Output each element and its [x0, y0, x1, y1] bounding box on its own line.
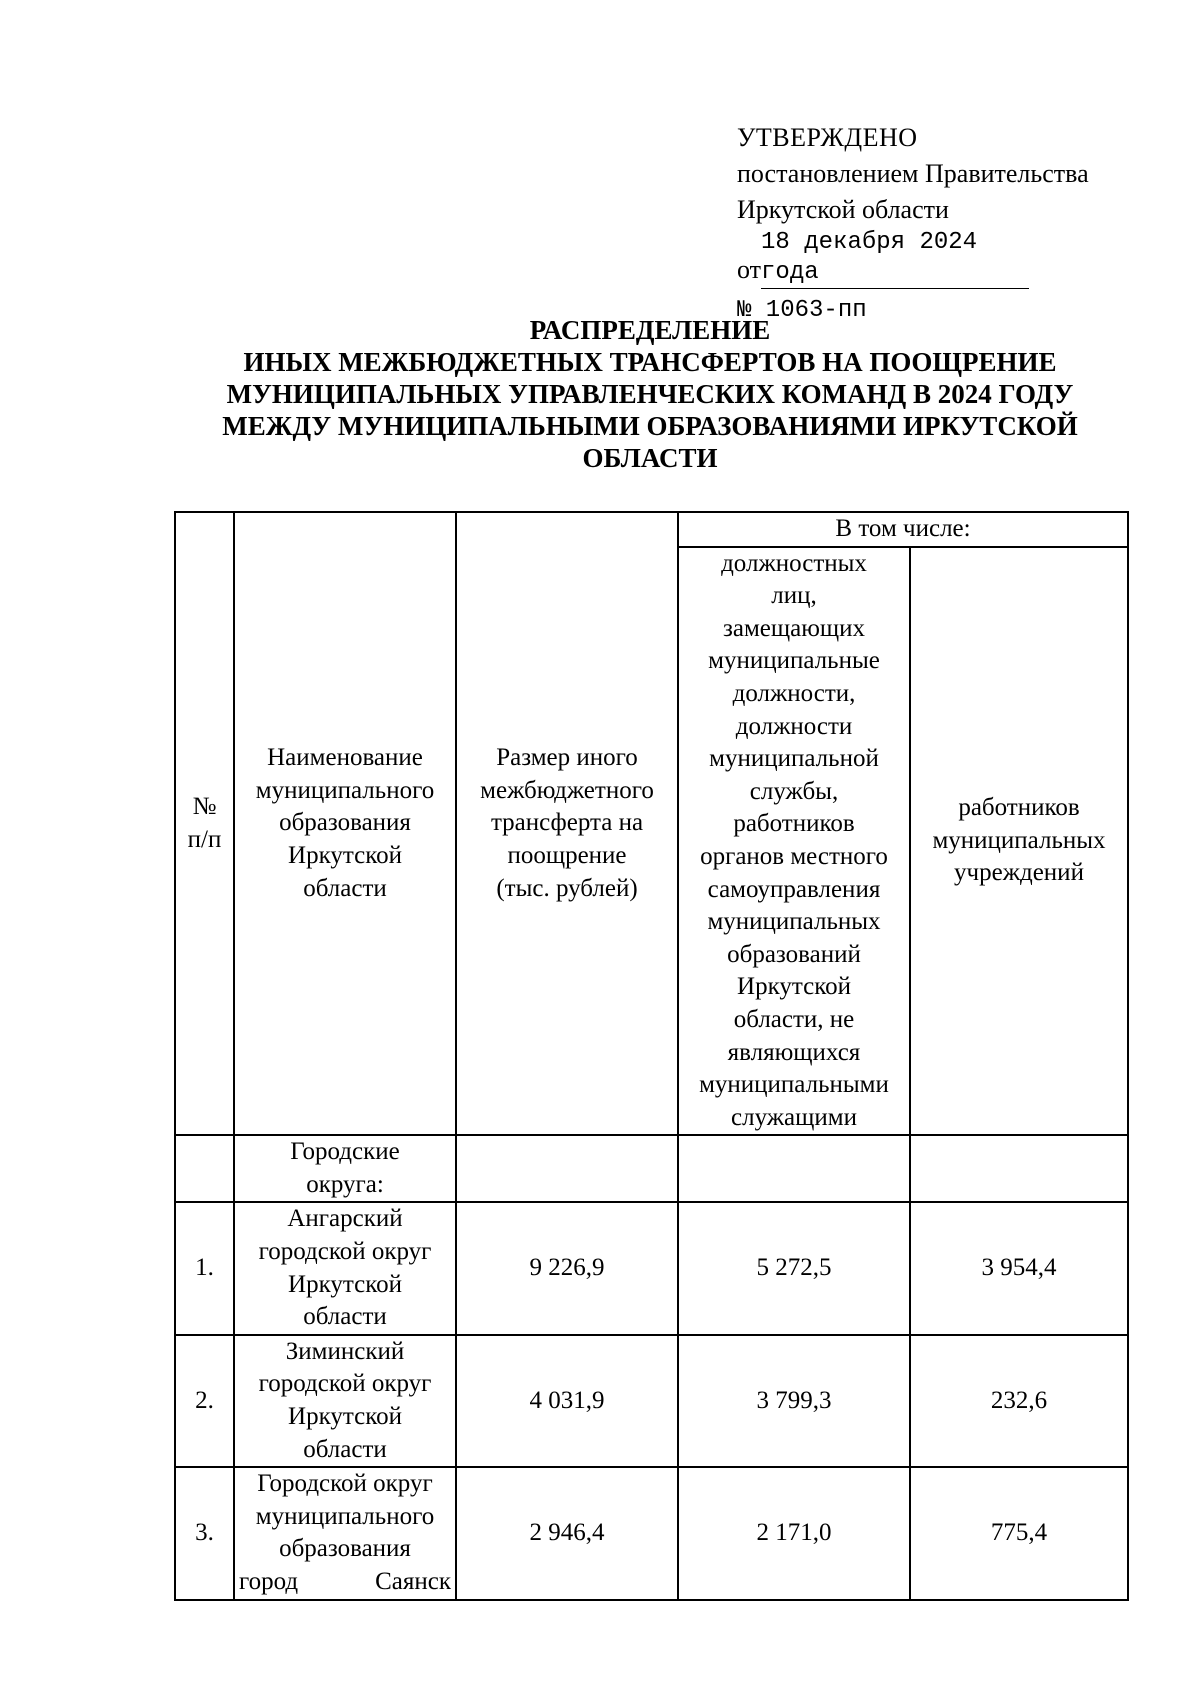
- table-row: [175, 1335, 1128, 1467]
- row-institutions: 3 954,4: [910, 1202, 1128, 1334]
- header-num: № п/п: [175, 512, 234, 1135]
- row-num: 2.: [175, 1335, 234, 1467]
- approval-line: постановлением Правительства: [737, 159, 1089, 188]
- approval-stamp: [737, 120, 1089, 329]
- section-row: [175, 1135, 1128, 1202]
- approval-heading: УТВЕРЖДЕНО: [737, 123, 918, 152]
- approval-date-prefix: от: [737, 255, 762, 284]
- distribution-table: [174, 511, 1129, 1601]
- title-line: ОБЛАСТИ: [582, 443, 718, 473]
- row-officials: 3 799,3: [678, 1335, 910, 1467]
- header-name: Наименование муниципального образования Иркутской области: [234, 512, 456, 1135]
- document-title: [170, 314, 1130, 474]
- row-officials: 5 272,5: [678, 1202, 910, 1334]
- approval-date-line: [737, 228, 1089, 289]
- section-label: Городские округа:: [234, 1135, 456, 1202]
- row-name-last-line: город Саянск: [239, 1568, 451, 1595]
- row-institutions: 775,4: [910, 1467, 1128, 1599]
- row-amount: 4 031,9: [456, 1335, 678, 1467]
- header-row: [175, 512, 1128, 547]
- row-num: 3.: [175, 1467, 234, 1599]
- row-amount: 9 226,9: [456, 1202, 678, 1334]
- header-including: В том числе:: [678, 512, 1128, 547]
- row-num: 1.: [175, 1202, 234, 1334]
- row-officials: 2 171,0: [678, 1467, 910, 1599]
- title-line: ИНЫХ МЕЖБЮДЖЕТНЫХ ТРАНСФЕРТОВ НА ПООЩРЕНИЕ: [243, 347, 1057, 377]
- row-name: Ангарский городской округ Иркутской области: [234, 1202, 456, 1334]
- table-row: [175, 1467, 1128, 1599]
- header-amount: Размер иного межбюджетного трансферта на поощрение (тыс. рублей): [456, 512, 678, 1135]
- approval-number: № 1063-пп: [737, 297, 867, 324]
- row-name: Городской округ муниципального образования город Саянск: [234, 1467, 456, 1599]
- row-amount: 2 946,4: [456, 1467, 678, 1599]
- row-institutions: 232,6: [910, 1335, 1128, 1467]
- table-row: [175, 1202, 1128, 1334]
- title-line: МУНИЦИПАЛЬНЫХ УПРАВЛЕНЧЕСКИХ КОМАНД В 2024 ГОДУ: [226, 379, 1074, 409]
- approval-date: 18 декабря 2024 года: [761, 228, 1029, 289]
- row-name: Зиминский городской округ Иркутской области: [234, 1335, 456, 1467]
- title-line: МЕЖДУ МУНИЦИПАЛЬНЫМИ ОБРАЗОВАНИЯМИ ИРКУТСКОЙ: [222, 411, 1078, 441]
- header-institutions: работников муниципальных учреждений: [910, 547, 1128, 1136]
- approval-line: Иркутской области: [737, 195, 949, 224]
- title-line: РАСПРЕДЕЛЕНИЕ: [529, 315, 771, 345]
- header-officials: должностных лиц, замещающих муниципальные должности, должности муниципальной службы, работников органов местного самоуправления муниципальных образований Иркутской области, не являющихся муниципальными служащими: [678, 547, 910, 1136]
